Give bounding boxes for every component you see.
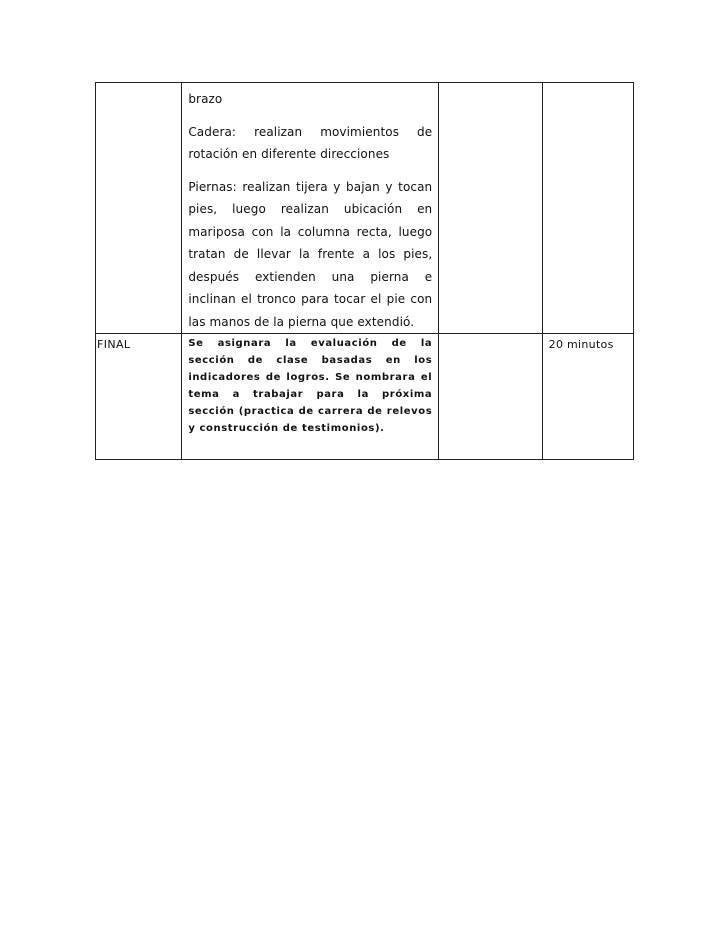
- table-row: [96, 83, 634, 334]
- table-row: [96, 334, 634, 460]
- time-text: [543, 83, 633, 86]
- paragraph-legs: Piernas: realizan tijera y bajan y tocan pies, luego realizan ubicación en mariposa con la columna recta, luego tratan de llevar la frente a los pies, después extienden una pierna e inclinan el tronco para tocar el pie con las manos de la pierna que extendió.: [188, 179, 433, 329]
- stage-label: FINAL: [97, 338, 131, 351]
- paragraph-arm: brazo: [188, 92, 223, 106]
- description-cell: [182, 334, 439, 460]
- stage-cell: [96, 83, 182, 334]
- final-description: Se asignara la evaluación de la sección de clase basadas en los indicadores de logros. Se nombrara el tema a trabajar para la próxima sección (practica de carrera de relevos y construcción de testimonios).: [188, 338, 433, 434]
- stage-label: [96, 83, 181, 86]
- time-text: 20 minutos: [548, 338, 614, 351]
- description-cell: [182, 83, 439, 334]
- paragraph-hip: Cadera: realizan movimientos de rotación en diferente direcciones: [188, 124, 433, 161]
- stage-cell: [96, 334, 182, 460]
- time-cell: [542, 83, 633, 334]
- time-cell: [542, 334, 633, 460]
- resources-cell: [439, 334, 542, 460]
- activity-table: [95, 82, 634, 460]
- resources-cell: [439, 83, 542, 334]
